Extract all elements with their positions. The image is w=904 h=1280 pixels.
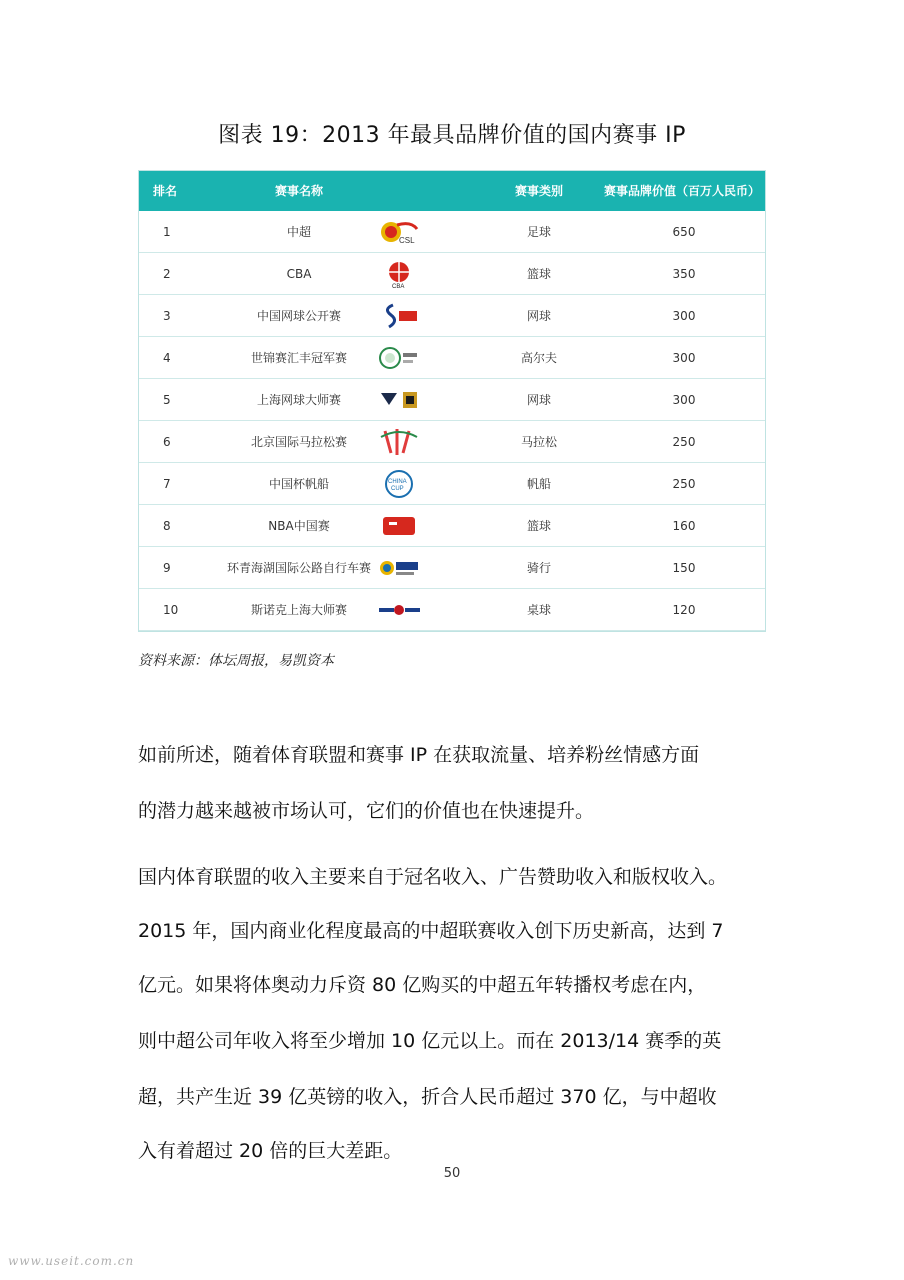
svg-text:CUP: CUP xyxy=(391,486,404,492)
figure-title: 图表 19：2013 年最具品牌价值的国内赛事 IP xyxy=(218,123,686,148)
shanghai-masters-tennis-logo-icon xyxy=(377,385,421,415)
row-name: NBA中国赛 xyxy=(268,519,330,533)
row-value: 150 xyxy=(672,561,696,575)
row-value: 650 xyxy=(672,225,696,239)
csl-logo-icon xyxy=(377,217,421,247)
row-type: 帆船 xyxy=(526,477,551,491)
paragraph-line: 2015 年，国内商业化程度最高的中超联赛收入创下历史新高，达到 7 xyxy=(138,920,724,942)
header-value: 赛事品牌价值（百万人民币） xyxy=(603,184,760,198)
row-type: 网球 xyxy=(526,393,551,407)
china-cup-logo-icon xyxy=(377,469,421,499)
table-header xyxy=(139,171,765,211)
table-row xyxy=(139,421,765,463)
row-rank: 2 xyxy=(163,267,171,281)
row-rank: 1 xyxy=(163,225,171,239)
row-type: 高尔夫 xyxy=(520,351,557,365)
row-value: 160 xyxy=(672,519,696,533)
row-name: 环青海湖国际公路自行车赛 xyxy=(226,561,371,575)
row-rank: 10 xyxy=(163,603,179,617)
paragraph-line: 的潜力越来越被市场认可，它们的价值也在快速提升。 xyxy=(138,800,595,822)
row-type: 桌球 xyxy=(526,603,551,617)
row-rank: 3 xyxy=(163,309,171,323)
row-value: 350 xyxy=(672,267,696,281)
svg-text:CBA: CBA xyxy=(392,284,405,289)
row-rank: 8 xyxy=(163,519,171,533)
row-name: 世锦赛汇丰冠军赛 xyxy=(250,351,347,365)
china-open-logo-icon xyxy=(377,301,421,331)
svg-text:CHINA: CHINA xyxy=(388,479,407,485)
header-name: 赛事名称 xyxy=(274,184,323,198)
row-value: 300 xyxy=(672,351,696,365)
row-name: 斯诺克上海大师赛 xyxy=(250,603,347,617)
table-row xyxy=(139,505,765,547)
header-rank: 排名 xyxy=(153,184,178,198)
nba-china-logo-icon xyxy=(377,511,421,541)
header-type: 赛事类别 xyxy=(514,184,563,198)
paragraph-line: 则中超公司年收入将至少增加 10 亿元以上。而在 2013/14 赛季的英 xyxy=(138,1030,722,1052)
table-row xyxy=(139,295,765,337)
snooker-masters-logo-icon xyxy=(377,595,421,625)
paragraph-line: 入有着超过 20 倍的巨大差距。 xyxy=(138,1140,403,1162)
table-row xyxy=(139,547,765,589)
row-rank: 9 xyxy=(163,561,171,575)
watermark: www.useit.com.cn xyxy=(8,1254,135,1268)
table-row xyxy=(139,253,765,295)
row-rank: 5 xyxy=(163,393,171,407)
row-type: 篮球 xyxy=(526,519,551,533)
beijing-marathon-logo-icon xyxy=(377,427,421,457)
row-value: 250 xyxy=(672,477,696,491)
table-row xyxy=(139,463,765,505)
hsbc-champions-logo-icon xyxy=(377,343,421,373)
paragraph-line: 超，共产生近 39 亿英镑的收入，折合人民币超过 370 亿，与中超收 xyxy=(138,1086,717,1108)
row-name: 北京国际马拉松赛 xyxy=(250,435,347,449)
row-name: 中国杯帆船 xyxy=(268,477,329,491)
page-number: 50 xyxy=(443,1166,461,1181)
row-name: 中超 xyxy=(286,225,311,239)
tour-of-qinghai-logo-icon xyxy=(377,553,421,583)
row-type: 马拉松 xyxy=(520,435,557,449)
cba-logo-icon xyxy=(377,259,421,289)
row-type: 足球 xyxy=(526,225,551,239)
table-row xyxy=(139,589,765,631)
table-row xyxy=(139,379,765,421)
row-value: 300 xyxy=(672,393,696,407)
svg-text:CSL: CSL xyxy=(399,236,415,245)
row-rank: 6 xyxy=(163,435,171,449)
row-rank: 4 xyxy=(163,351,171,365)
row-type: 篮球 xyxy=(526,267,551,281)
source-note: 资料来源：体坛周报，易凯资本 xyxy=(138,653,334,669)
paragraph-line: 如前所述，随着体育联盟和赛事 IP 在获取流量、培养粉丝情感方面 xyxy=(138,744,700,766)
row-name: 中国网球公开赛 xyxy=(256,309,341,323)
paragraph-line: 亿元。如果将体奥动力斥资 80 亿购买的中超五年转播权考虑在内， xyxy=(138,974,707,996)
paragraph-line: 国内体育联盟的收入主要来自于冠名收入、广告赞助收入和版权收入。 xyxy=(138,866,728,888)
row-rank: 7 xyxy=(163,477,171,491)
row-name: 上海网球大师赛 xyxy=(256,393,341,407)
row-value: 300 xyxy=(672,309,696,323)
row-value: 250 xyxy=(672,435,696,449)
table-row xyxy=(139,337,765,379)
row-type: 骑行 xyxy=(526,561,551,575)
row-value: 120 xyxy=(672,603,696,617)
row-name: CBA xyxy=(286,267,312,281)
row-type: 网球 xyxy=(526,309,551,323)
ranking-table xyxy=(138,170,766,632)
table-row xyxy=(139,211,765,253)
